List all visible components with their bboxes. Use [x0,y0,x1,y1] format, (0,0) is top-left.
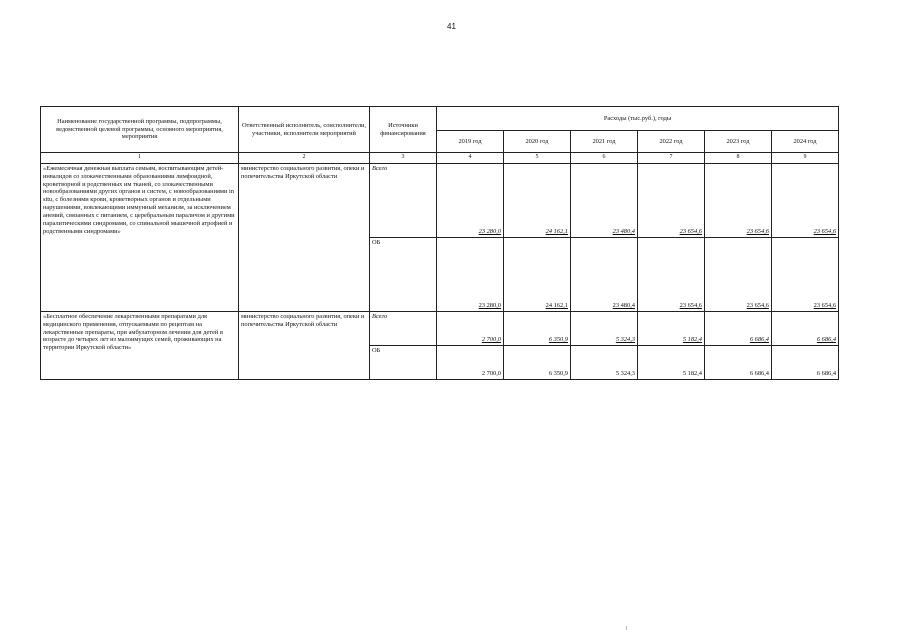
total-value: 23 654,6 [705,164,772,238]
header-expenses: Расходы (тыс.руб.), годы [437,107,839,131]
total-value: 6 350,9 [504,312,571,346]
source-value: 6 686,4 [772,346,839,380]
source-value: 23 654,6 [638,238,705,312]
page-number: 41 [447,22,456,31]
source-total-label: Всего [370,164,437,238]
column-number: 2 [239,153,370,164]
total-value: 2 700,0 [437,312,504,346]
total-value: 24 162,1 [504,164,571,238]
column-number: 4 [437,153,504,164]
header-executor: Ответственный исполнитель, соисполнители, участники, исполнители мероприятий [239,107,370,153]
total-value: 6 686,4 [772,312,839,346]
header-funding-source: Источники финансирования [370,107,437,153]
source-value: 24 162,1 [504,238,571,312]
header-year: 2024 год [772,131,839,153]
program-name: «Ежемесячная денежная выплата семьям, воспитывающим детей-инвалидов со злокачественными образованиями лимфоидной, кроветворной и родственных им тканей, со злокачественными новообразованиями других органов и систем, с новообразованиями in situ, с болезнями крови, кроветворных органов и отдельными нарушениями, вовлекающими иммунный механизм, за исключением анемий, связанных с питанием, с церебральным параличом и другими паралитическими синдромами, со спинальной мышечной атрофией и родственными синдромами» [41,164,239,312]
column-number: 3 [370,153,437,164]
column-number: 5 [504,153,571,164]
column-number: 7 [638,153,705,164]
total-value: 5 324,3 [571,312,638,346]
total-value: 23 480,4 [571,164,638,238]
header-year: 2020 год [504,131,571,153]
scan-artifact [626,626,627,630]
column-number: 8 [705,153,772,164]
total-value: 23 654,6 [638,164,705,238]
total-value: 23 654,6 [772,164,839,238]
source-value: 5 182,4 [638,346,705,380]
source-value: 5 324,3 [571,346,638,380]
source-value: 23 654,6 [772,238,839,312]
total-value: 6 686,4 [705,312,772,346]
source-value: 23 480,4 [571,238,638,312]
program-executor: министерство социального развития, опеки и попечительства Иркутской области [239,164,370,312]
header-program-name: Наименование государственной программы, подпрограммы, ведомственной целевой программы, основного мероприятия, мероприятия [41,107,239,153]
budget-table [40,106,839,380]
source-value: 2 700,0 [437,346,504,380]
source-value: 23 280,0 [437,238,504,312]
total-value: 5 182,4 [638,312,705,346]
header-year: 2021 год [571,131,638,153]
source-total-label: Всего [370,312,437,346]
header-year: 2022 год [638,131,705,153]
source-value: 23 654,6 [705,238,772,312]
source-value: 6 686,4 [705,346,772,380]
program-executor: министерство социального развития, опеки и попечительства Иркутской области [239,312,370,380]
source-label: ОБ [370,346,437,380]
header-year: 2023 год [705,131,772,153]
column-number: 9 [772,153,839,164]
column-number: 6 [571,153,638,164]
column-number: 1 [41,153,239,164]
program-name: «Бесплатное обеспечение лекарственными препаратами для медицинского применения, отпускаемыми по рецептам на лекарственные препараты, при амбулаторном лечении для детей в возрасте до четырех лет из малоимущих семей, проживающих на территории Иркутской области» [41,312,239,380]
total-value: 23 280,0 [437,164,504,238]
header-year: 2019 год [437,131,504,153]
source-value: 6 350,9 [504,346,571,380]
source-label: ОБ [370,238,437,312]
